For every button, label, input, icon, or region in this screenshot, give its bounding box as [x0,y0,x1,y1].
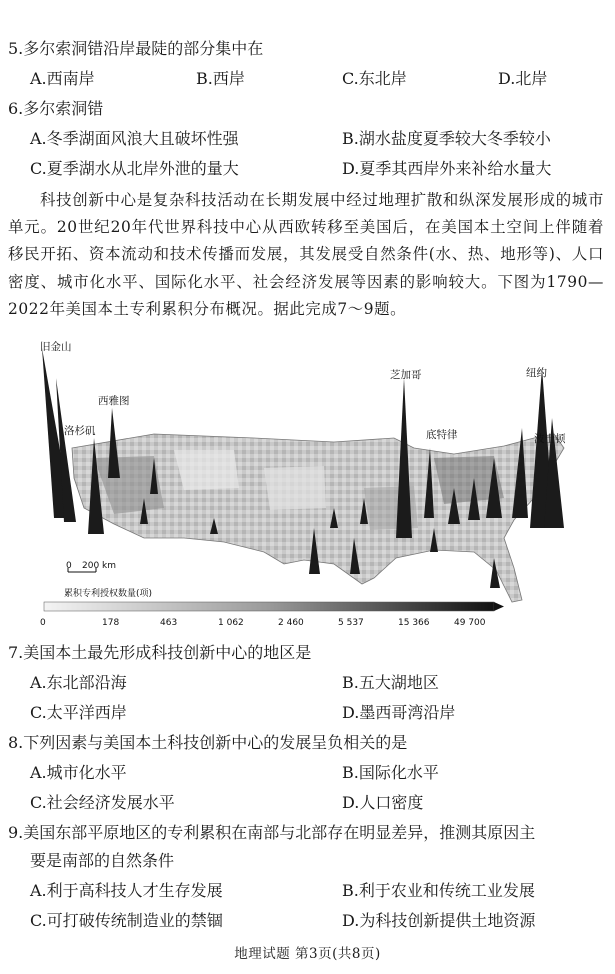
q6-option-a: A.冬季湖面风浪大且破坏性强 [30,129,239,148]
question-5-stem: 5.多尔索洞错沿岸最陡的部分集中在 [8,39,264,58]
q6-option-d: D.夏季其西岸外来补给水量大 [342,159,552,178]
question-7-stem: 7.美国本土最先形成科技创新中心的地区是 [8,643,312,662]
svg-text:5 537: 5 537 [338,618,364,628]
q5-option-b: B.西岸 [196,69,245,88]
q7-option-a: A.东北部沿海 [30,673,127,692]
question-6-stem: 6.多尔索洞错 [8,99,104,118]
question-9-stem-line1: 9.美国东部平原地区的专利累积在南部与北部存在明显差异，推测其原因主 [8,823,536,842]
city-label-new-york: 纽约 [526,367,547,379]
q7-option-d: D.墨西哥湾沿岸 [342,703,456,722]
q6-option-b: B.湖水盐度夏季较大冬季较小 [342,129,551,148]
svg-text:463: 463 [160,618,178,628]
q7-option-c: C.太平洋西岸 [30,703,127,722]
scale-label: 200 km [82,561,117,571]
city-label-san-francisco: 旧金山 [40,341,72,353]
q8-option-c: C.社会经济发展水平 [30,793,175,812]
q8-option-b: B.国际化水平 [342,763,439,782]
q9-option-d: D.为科技创新提供土地资源 [342,911,536,930]
legend-title: 累积专利授权数量(项) [64,589,153,599]
city-label-seattle: 西雅图 [98,395,130,407]
q5-option-a: A.西南岸 [30,69,95,88]
city-label-boston: 波士顿 [534,433,566,445]
map-svg [34,338,604,630]
svg-text:1 062: 1 062 [218,618,244,628]
page-footer: 地理试题 第3页(共8页) [234,946,381,962]
svg-text:15 366: 15 366 [398,618,430,628]
q9-option-a: A.利于高科技人才生存发展 [30,881,223,900]
city-label-los-angeles: 洛杉矶 [64,425,96,437]
map-scale-bar [66,561,116,572]
city-label-detroit: 底特律 [426,429,458,441]
svg-text:178: 178 [102,618,120,628]
legend-gradient-bar [44,602,494,611]
svg-text:2 460: 2 460 [278,618,304,628]
q7-option-b: B.五大湖地区 [342,673,439,692]
scale-zero: 0 [66,561,72,571]
q5-option-c: C.东北岸 [342,69,407,88]
q8-option-a: A.城市化水平 [30,763,127,782]
q9-option-c: C.可打破传统制造业的禁锢 [30,911,223,930]
svg-text:0: 0 [40,618,46,628]
q9-option-b: B.利于农业和传统工业发展 [342,881,535,900]
patent-distribution-map [34,338,604,630]
q5-option-d: D.北岸 [498,69,548,88]
city-label-chicago: 芝加哥 [390,369,422,381]
q6-option-c: C.夏季湖水从北岸外泄的量大 [30,159,239,178]
question-8-stem: 8.下列因素与美国本土科技创新中心的发展呈负相关的是 [8,733,408,752]
legend-ticks [40,618,486,628]
reading-passage: 科技创新中心是复杂科技活动在长期发展中经过地理扩散和纵深发展形成的城市单元。20世纪20年代世界科技中心从西欧转移至美国后，在美国本土空间上伴随着移民开拓、资本流动和技术传播而发展，其发展受自然条件(水、热、地形等)、人口密度、城市化水平、国际化水平、社会经济发展等因素的影响较大。下图为1790—2022年美国本土专利累积分布概况。据此完成7～9题。 [8,191,604,318]
svg-text:49 700: 49 700 [454,618,486,628]
q8-option-d: D.人口密度 [342,793,424,812]
question-9-stem-line2: 要是南部的自然条件 [30,851,175,870]
